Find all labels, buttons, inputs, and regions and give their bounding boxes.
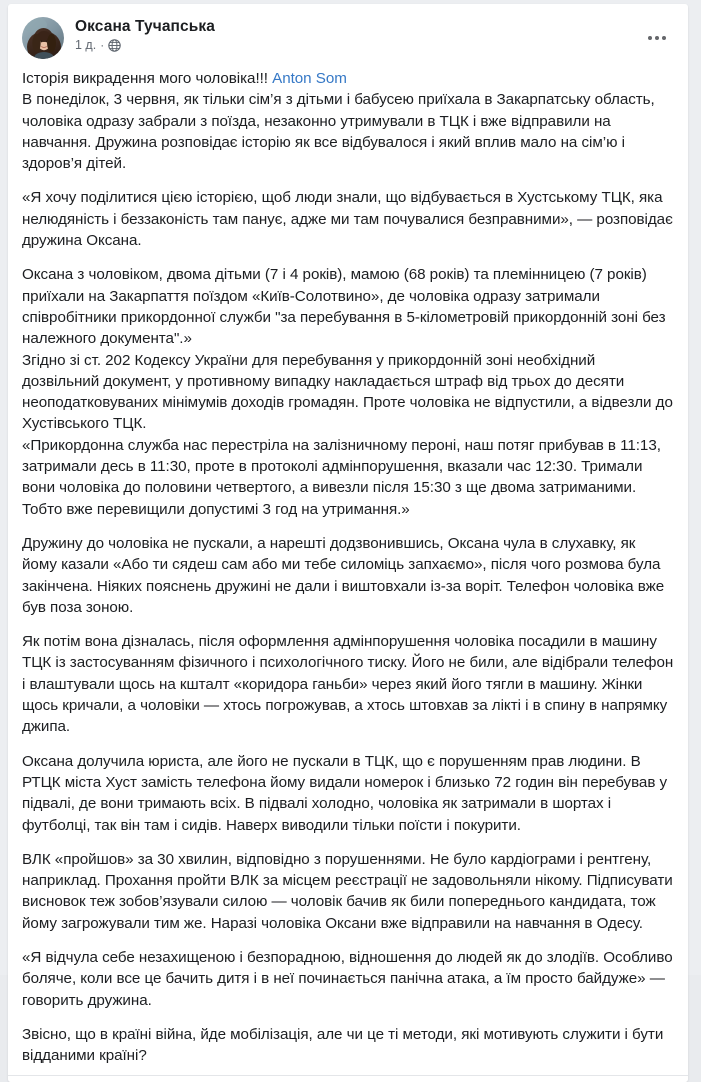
post-paragraph-11: Звісно, що в країні війна, йде мобілізація, але чи це ті методи, які мотивують служити і бути відданими країні? xyxy=(22,1025,664,1065)
more-dot-2 xyxy=(655,36,659,40)
post-paragraph-8: Оксана долучила юриста, але його не пускали в ТЦК, що є порушенням прав людини. В РТЦК міста Хуст замість телефона йому видали номерок і близько 72 годин він перебував у підвалі, де вони тримають всіх. В підвалі холодно, чоловіка як затримали в шортах і футболці, так він там і сидів. Наверх виводили тільки поїсти і покурити. xyxy=(22,752,668,834)
avatar[interactable] xyxy=(22,17,64,59)
post-body xyxy=(8,59,688,1082)
post-paragraph-7: Як потім вона дізналась, після оформлення адмінпорушення чоловіка посадили в машину ТЦК із застосуванням фізичного і психологічного тиску. Його не били, але відібрали телефон і влаштували щось на кшталт «коридора ганьби» через який його тягли в машину. Жінки щось кричали, а чоловіки — хтось погрожував, а хтось штовхав за лікті і в спину в напрямку джипа. xyxy=(22,633,674,736)
post-meta xyxy=(75,38,215,53)
post-paragraph-9: ВЛК «пройшов» за 30 хвилин, відповідно з порушеннями. Не було кардіограми і рентгену, наприклад. Прохання пройти ВЛК за місцем реєстрації не задовольняли нікому. Підписувати висновок теж зобов’язували силою — чоловік бачив як били попереднього кандидата, тож йому загрожували тим же. Наразі чоловіка Оксани вже відправили на навчання в Одесу. xyxy=(22,850,673,932)
post-paragraph-3: Оксана з чоловіком, двома дітьми (7 і 4 років), мамою (68 років) та племінницею (7 років) приїхали на Закарпаття поїздом «Київ-Солотвино», де чоловіка одразу затримали співробітники прикордонної служби "за перебування в 5-кілометровій прикордонній зоні без належного документа".» xyxy=(22,266,666,348)
post-card xyxy=(8,4,688,1082)
post-paragraph-1: В понеділок, 3 червня, як тільки сім’я з дітьми і бабусею приїхала в Закарпатську область, чоловіка одразу забрали з поїзда, незаконно утримували в ТЦК і вже відправили на навчання. Дружина розповідає історію як все відбувалося і який вплив мало на сім’ю і здоров’я дітей. xyxy=(22,91,655,173)
post-title-text: Історія викрадення мого чоловіка!!! xyxy=(22,70,273,87)
mention-link[interactable]: Anton Som xyxy=(272,70,347,87)
post-title-line xyxy=(22,68,674,89)
author-name[interactable]: Оксана Тучапська xyxy=(75,18,215,35)
post-paragraph-2: «Я хочу поділитися цією історією, щоб люди знали, що відбувається в Хустському ТЦК, яка нелюдяність і беззаконість там панує, адже ми там почувалися безправними», — розповідає дружина Оксана. xyxy=(22,189,673,250)
post-options-button[interactable] xyxy=(642,27,672,49)
post-header-text xyxy=(75,16,215,53)
post-paragraph-4: Згідно зі ст. 202 Кодексу України для перебування у прикордонній зоні необхідний дозвільний документ, у противному випадку накладається штраф від трьох до десяти неоподатковуваних мінімумів доходів громадян. Проте чоловіка не відпустили, а відвезли до Хустівського ТЦК. xyxy=(22,351,673,433)
post-paragraph-10: «Я відчула себе незахищеною і безпорадною, відношення до людей як до злодіїв. Особливо боляче, коли все це бачить дитя і в неї починається панічна атака, а їм просто байдуже» — говорить дружина. xyxy=(22,948,673,1009)
more-dot-1 xyxy=(648,36,652,40)
card-bottom-divider xyxy=(8,1075,688,1082)
post-paragraph-5: «Прикордонна служба нас перестріла на залізничному пероні, наш потяг прибував в 11:13, затримали десь в 11:30, проте в протоколі адмінпорушення, вказали час 12:30. Тримали вони чоловіка до половини четвертого, а вивезли після 15:30 з ще двома затриманими. Тобто вже перевищили допустимі 3 год на утримання.» xyxy=(22,436,661,518)
globe-icon[interactable] xyxy=(108,39,121,52)
more-dot-3 xyxy=(662,36,666,40)
meta-separator: · xyxy=(100,38,105,52)
post-timestamp[interactable]: 1 д. xyxy=(75,38,97,52)
post-header xyxy=(8,13,688,59)
post-paragraph-6: Дружину до чоловіка не пускали, а нарешті додзвонившись, Оксана чула в слухавку, як йому казали «Або ти сядеш сам або ми тебе силоміць запхаємо», після чого розмова була закінчена. Ніяких пояснень дружині не дали і виштовхали із-за воріт. Телефон чоловіка вже був поза зоною. xyxy=(22,534,665,616)
